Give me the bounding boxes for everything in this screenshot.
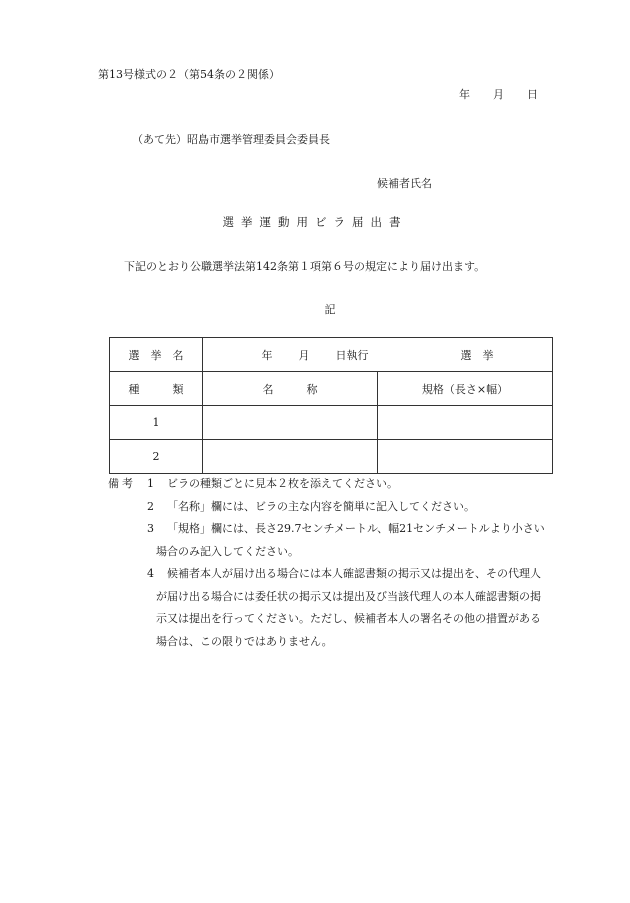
note-number: 2 [147, 499, 154, 513]
note-line: ビラの種類ごとに見本２枚を添えてください。 [167, 477, 398, 490]
notes [108, 473, 578, 653]
intro-text: 下記のとおり公職選挙法第142条第１項第６号の規定により届け出ます。 [124, 260, 486, 273]
name-cell[interactable] [203, 440, 378, 474]
date-day: 日 [527, 88, 538, 101]
note-item [108, 473, 578, 496]
election-name-label: 選 挙 名 [110, 338, 203, 372]
note-line: 場合のみ記入してください。 [156, 544, 299, 558]
name-cell[interactable] [203, 406, 378, 440]
note-item [108, 518, 578, 541]
note-line: 場合は、この限りではありません。 [156, 634, 333, 648]
note-item [108, 496, 578, 519]
header-row [110, 372, 553, 406]
election-year: 年 [261, 348, 273, 362]
candidate-name-label: 候補者氏名 [377, 177, 432, 190]
size-label: 規格（長さ×幅） [378, 372, 553, 406]
document-title: 選挙運動用ビラ届出書 [222, 215, 408, 229]
addressee: （あて先）昭島市選挙管理委員会委員長 [132, 133, 330, 146]
note-item [108, 563, 578, 586]
size-cell[interactable] [378, 440, 553, 474]
note-line: が届け出る場合には委任状の掲示又は提出及び当該代理人の本人確認書類の掲 [156, 589, 541, 603]
note-number: 3 [147, 522, 154, 535]
election-exec: 日執行 [335, 348, 369, 362]
date-year: 年 [459, 88, 470, 101]
note-line: 候補者本人が届け出る場合には本人確認書類の掲示又は提出を、その代理人 [167, 567, 541, 580]
election-row [110, 338, 553, 372]
note-number: 1 [147, 477, 154, 490]
table-row [110, 406, 553, 440]
election-date-cell[interactable] [203, 338, 553, 372]
date-line [459, 86, 538, 102]
election-month: 月 [298, 348, 310, 362]
row-number: 2 [110, 440, 203, 474]
note-line: 「名称」欄には、ビラの主な内容を簡単に記入してください。 [167, 499, 475, 513]
table-row [110, 440, 553, 474]
ki-heading: 記 [324, 303, 336, 316]
size-cell[interactable] [378, 406, 553, 440]
note-line: 示又は提出を行ってください。ただし、候補者本人の署名その他の措置がある [156, 612, 541, 625]
note-line: 「規格」欄には、長さ29.7センチメートル、幅21センチメートルより小さい [167, 522, 545, 535]
name-label: 名 称 [203, 372, 378, 406]
date-month: 月 [493, 88, 504, 101]
flyer-table [109, 337, 553, 474]
row-number: 1 [110, 406, 203, 440]
note-number: 4 [147, 567, 154, 580]
election-suffix: 選 挙 [460, 348, 494, 362]
type-label: 種 類 [110, 372, 203, 406]
form-number: 第13号様式の２（第54条の２関係） [98, 68, 280, 81]
notes-label: 備考 [108, 477, 136, 490]
